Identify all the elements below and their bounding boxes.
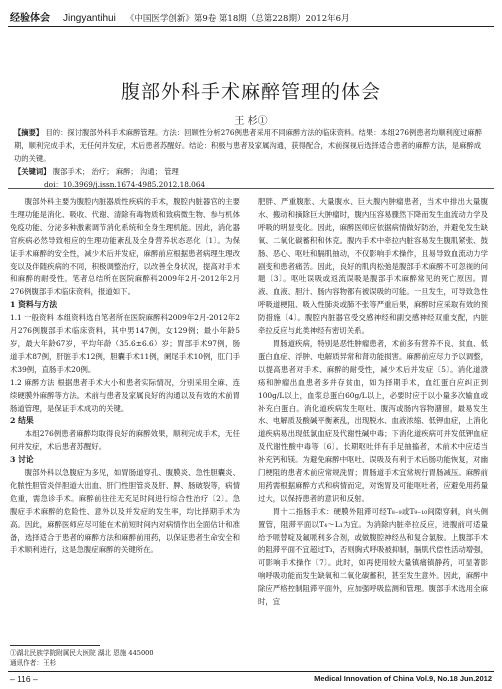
right-paragraph-3: 胃十二指肠手术：硬膜外阻滞可经T₈₋₉或T₉₋₁₀间隙穿刺，向头侧置管，阻滞平面以T₄～L₁为宜。为消除内脏牵拉反应，进腹前可适量给予哌替啶及氟哌利多合剂，或做腹腔神经丛和复合氯胺。上腹部手术的阻滞平面不宜超过T₃，否则胸式呼吸被抑制，膈肌代偿性活动增强，可影响手术操作〔7〕。此时，如再使用较大量镇痛镇静药，可显著影响呼吸功能而发生缺氧和二氧化碳蓄积，甚至发生意外。因此，麻醉中除应严格控制阻滞平面外，应加强呼吸监测和管理。腹部手术选用全麻时，宜 xyxy=(258,506,488,607)
abstract-label: 【摘要】 xyxy=(14,128,44,137)
general-data-paragraph xyxy=(10,312,240,377)
right-paragraph-1: 肥胖、严重腹胀、大量腹水、巨大腹内肿瘤患者，当术中排出大量腹水、搬动和摘除巨大肿瘤时，腹内压容易骤然下降而发生血流动力学及呼吸的明显变化。因此，麻醉医师应依据病情做好防治，并避免发生缺氧、二氧化碳蓄积和休克。腹内手术中牵拉内脏容易发生腹肌紧张、鼓肠、恶心、呕吐和膈肌抽动，不仅影响手术操作，且易导致血流动力学剧变和患者痛苦。因此，良好的肌肉松弛是腹部手术麻醉不可忽视的问题〔3〕。呕吐误吸或返流误吸是腹部手术麻醉常见的死亡原因。胃液、血液、胆汁、肠内容物都有被误吸的可能。一旦发生，可导致急性呼吸道梗阻、吸入性肺炎或肺不张等严重后果，麻醉时应采取有效的预防措施〔4〕。腹腔内脏器官受交感神经和副交感神经双重支配，内脏牵拉反应与此类神经有密切关系。 xyxy=(258,197,488,336)
footnote-rule xyxy=(10,645,100,646)
results-text: 本组276例患者麻醉均取得良好的麻醉效果，顺利完成手术，无任何并发症，术后患者苏醒好。 xyxy=(10,429,240,452)
corresponding-author: 通讯作者：王杉 xyxy=(10,659,57,667)
discussion-text: 腹部外科以急腹症为多见，如胃肠道穿孔、腹膜炎、急性胆囊炎、化脓性胆管炎伴胆道大出血、肝门性胆管炎及肝、脾、肠破裂等，病情危重，需急诊手术。麻醉前往往无充足时间进行综合性治疗〔2〕。急腹症手术麻醉的危险性、意外以及并发症的发生率，均比择期手术为高。因此，麻醉医师应尽可能在术前短时间内对病情作出全面估计和准备，选择适合于患者的麻醉方法和麻醉前用药，以保证患者生命安全和手术顺利进行，这是急腹症麻醉的关键所在。 xyxy=(10,468,240,555)
intro-paragraph: 腹部外科主要为腹腔内脏器质性疾病的手术，腹腔内脏器官的主要生理功能是消化、吸收、代谢、清除有毒物质和致病微生物、参与机体免疫功能、分泌多种激素调节消化系统和全身生理机能。因此，消化器官疾病必然导致相应的生理功能紊乱及全身营养状态恶化〔1〕。为保证手术麻醉的安全性，减少术后并发症，麻醉前应根据患者病理生理改变以及伴随疾病的不同，积极调整治疗，以改善全身状况，提高对手术和麻醉的耐受性。笔者总结所在医院麻醉科2009年2月-2012年2月276例腹部手术临床资料，报道如下。 xyxy=(10,197,240,297)
heading-materials-methods: 1 资料与方法 xyxy=(10,300,58,310)
right-column xyxy=(258,196,488,609)
footnote xyxy=(10,648,240,668)
anesthesia-method-text: 根据患者手术大小和患者实际情况，分别采用全麻、连续硬膜外麻醉等方法。术前与患者及家属良好的沟通以及有效的术前胃肠道管理，是保证手术成功的关键。 xyxy=(10,377,240,413)
heading-general-data: 1.1 一般资料 xyxy=(10,313,54,323)
right-paragraph-2: 胃肠道疾病，特别是恶性肿瘤患者，术前多有营养不良、贫血、低蛋白血症、浮肿、电解质异常和肾功能损害。麻醉前应尽力予以调整，以提高患者对手术、麻醉的耐受性，减少术后并发症〔5〕。消化道溃疡和肿瘤出血患者多并存贫血，如为择期手术，血红蛋白应纠正到100g/L以上，血浆总蛋白60g/L以上，必要时应于以小量多次输血或补充白蛋白。消化道疾病发生呕吐、腹泻或肠内容物潴留，最易发生水、电解质及酸碱平衡紊乱，出现脱水、血液浓缩、低钾血症，上消化道疾病易出现低氯血症及代谢性碱中毒；下消化道疾病可并发低钾血症及代谢性酸中毒等〔6〕。长期呕吐伴有手足抽搐者，术前术中应适当补充钙和镁。为避免麻醉中呕吐、误吸及有利于术后肠功能恢复，对幽门梗阻的患者术前应常规洗胃；胃肠道手术宜常规行胃肠减压。麻醉前用药需根据麻醉方式和病情而定，对饱胃及可能呕吐者，应避免用药量过大，以保持患者的意识和反射。 xyxy=(258,338,488,503)
affiliation: ①湖北民族学院附属民大医院 湖北 恩施 445000 xyxy=(10,649,154,657)
heading-anesthesia-method: 1.2 麻醉方法 xyxy=(10,377,55,387)
running-header xyxy=(10,6,492,24)
abstract-block xyxy=(14,126,488,191)
section-category: 经验体会 xyxy=(10,13,50,24)
keywords-label: 【关键词】 xyxy=(14,167,51,176)
page-number: – 116 – xyxy=(10,674,38,684)
journal-info: 《中国医学创新》第9卷 第18期（总第228期）2012年6月 xyxy=(125,14,350,24)
header-rule xyxy=(8,26,494,27)
heading-discussion: 3 讨论 xyxy=(10,455,34,465)
heading-results: 2 结果 xyxy=(10,416,34,426)
article-title: 腹部外科手术麻醉管理的体会 xyxy=(120,81,381,103)
journal-footer: Medical Innovation of China Vol.9, No.18 Jun.2012 xyxy=(314,674,492,683)
article-author: 王 杉① xyxy=(234,116,268,127)
anesthesia-method-paragraph xyxy=(10,377,240,416)
abstract-paragraph xyxy=(14,126,488,165)
keywords-text: 腹部手术； 治疗； 麻醉； 沟通； 管理 xyxy=(52,167,179,176)
abstract-text: 目的：探讨腹部外科手术麻醉管理。方法：回顾性分析276例患者采用不同麻醉方法的临床资料。结果：本组276例患者均顺利度过麻醉期，顺利完成手术，无任何并发症，术后患者苏醒好。结论：积极与患者及家属沟通，获得配合，术前探视后选择适合患者的麻醉方法，是麻醉成功的关键。 xyxy=(14,128,482,163)
section-category-en: Jingyantihui xyxy=(63,13,116,24)
doi-line: doi：10.3969/j.issn.1674-4985.2012.18.064 xyxy=(44,180,206,189)
general-data-text: 本组资料选自笔者所在医院麻醉科2009年2月-2012年2月276例腹部手术临床资料，其中男147例，女129例；最小年龄5岁，最大年龄67岁，平均年龄（35.6±6.6）岁；胃部手术97例，肠道手术87例，肝脏手术12例，胆囊手术11例，阑尾手术10例，肛门手术39例，直肠手术20例。 xyxy=(10,313,240,374)
footer-rule xyxy=(8,671,494,672)
abstract-rule xyxy=(8,188,494,189)
left-column xyxy=(10,196,240,557)
keywords-line xyxy=(14,165,488,178)
